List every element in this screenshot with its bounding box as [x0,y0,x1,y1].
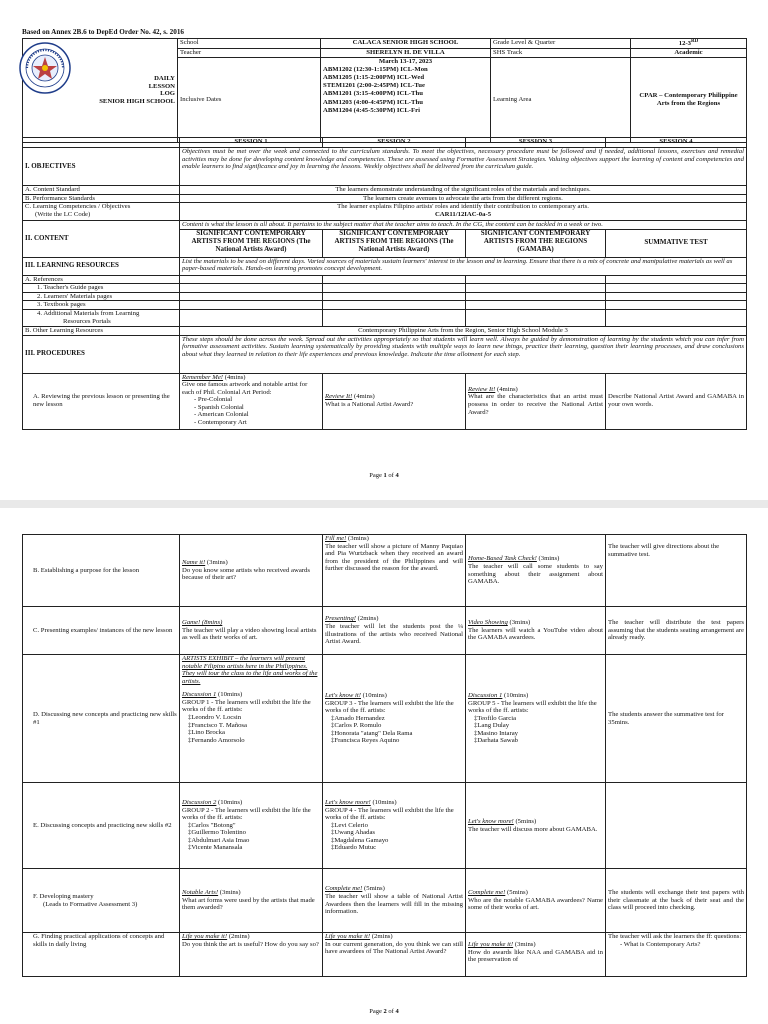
content-standard-value: The learners demonstrate understanding of the significant roles of the materials and techniques. [180,186,747,195]
grade-value: 12-3RD [631,39,747,49]
track-value: Academic [631,48,747,57]
deped-seal-icon [19,42,71,94]
row-b-session-1: Name it! (3mins) Do you know some artists who received awards because of their art? [180,535,323,607]
row-d1-session-3: Discussion 1 (10mins) GROUP 5 - The learners will exhibit the life the works of the ff. artists: ‡ Teofilo Garcia ‡ Lang Dulay ‡ Masino Intaray ‡ Darhata Sawab [466,655,606,783]
performance-standard-label: B. Performance Standards [23,194,180,203]
row-f-session-4: The students will exchange their test papers with their classmate at the back of their seat and the class will proceed into checking. [606,869,747,933]
content-label: II. CONTENT [23,221,180,258]
learners-materials-label: 2. Learners' Materials pages [23,292,180,301]
page-number-1: Page 1 of 4 [369,472,399,479]
row-e-label: E. Discussing concepts and practicing new skills #2 [23,783,180,869]
teachers-guide-label: 1. Teacher's Guide pages [23,284,180,293]
log-title-shs: SENIOR HIGH SCHOOL [99,97,175,105]
row-f-label: F. Developing mastery (Leads to Formative Assessment 3) [23,869,180,933]
other-resources-value: Contemporary Philippine Arts from the Region, Senior High School Module 3 [180,326,747,335]
objectives-note: Objectives must be met over the week and connected to the curriculum standards. To meet the objectives, necessary procedure must be followed and if needed, additional lessons, exercises and remedial activities may be done for developing content knowledge and competencies. These are assessed using Formative Assessment Strategies. Valuing objectives support the learning of content and competencies and enable learners to find significance and joy in learning the lessons. Weekly objectives shall be delivered from the curriculum guide. [180,148,747,186]
area-label: Learning Area [491,57,631,142]
row-f-session-3: Complete me! (5mins) Who are the notable GAMABA awardees? Name some of their works of art. [466,869,606,933]
teacher-value: SHERELYN H. DE VILLA [321,48,491,57]
row-c-session-2: Presenting! (2mins) The teacher will let the students post the ¼ illustrations of the artists who received National Artist Award. [323,607,466,655]
row-b-session-3: Home-Based Task Check! (3mins) The teacher will call some students to say something about their assignment about GAMABA. [466,535,606,607]
log-title-log: LOG [160,90,175,98]
references-label: A. References [23,275,180,284]
area-value: CPAR – Contemporary Philippine Arts from the Regions [631,57,747,142]
lesson-log-page-1 [0,0,768,500]
row-f-session-2: Complete me! (5mins) The teacher will show a table of National Artist Awardees then the learners will fill in the missing information. [323,869,466,933]
objectives-label: I. OBJECTIVES [23,148,180,186]
row-a-session-2: Review It! (4mins) What is a National Artist Award? [323,373,466,429]
lesson-log-page-2 [0,508,768,1024]
textbook-label: 3. Textbook pages [23,301,180,310]
session-3-heading: SESSION 3 [466,138,606,148]
other-resources-label: B. Other Learning Resources [23,326,180,335]
row-a-session-4: Describe National Artist Award and GAMABA in your own words. [606,373,747,429]
session-2-heading: SESSION 2 [323,138,466,148]
content-note: Content is what the lesson is all about. It pertains to the subject matter that the teacher aims to teach. In the CG, the content can be tackled in a week or two. [180,221,747,230]
procedures-label: III. PROCEDURES [23,335,180,373]
row-g-session-2: Life you make it! (2mins) In our current generation, do you think we can still have awardees of The National Artist Award? [323,933,466,977]
row-g-session-3: Life you make it! (3mins) How do awards like NAA and GAMABA aid in the preservation of [466,933,606,977]
school-label: School [178,39,321,49]
row-d1-label: D. Discussing new concepts and practicing new skills #1 [23,655,180,783]
additional-materials-label: 4. Additional Materials from Learning Resources Portals [23,309,180,326]
header-table [22,38,747,143]
grade-label: Grade Level & Quarter [491,39,631,49]
row-d1-session-1: ARTISTS EXHIBIT – the learners will present notable Filipino artists here in the Philippines. They will tour the class to the life and works of the artists. Discussion 1 (10mins) GROUP 1 - The learners will exhibit the life the works of the ff. artists: ‡ Leondro V. Locsin ‡ Francisco T. Mañosa ‡ Lino Brocka ‡ Fernando Amorsolo [180,655,323,783]
row-b-label: B. Establishing a purpose for the lesson [23,535,180,607]
content-session-1: SIGNIFICANT CONTEMPORARY ARTISTS FROM THE REGIONS (The National Artists Award) [180,229,323,257]
competencies-label: C. Learning Competencies / Objectives (Write the LC Code) [23,203,180,221]
competencies-value: The learner explains Filipino artists' roles and identify their contribution to contemporary arts. CAR11/12IAC-0a-5 [180,203,747,221]
procedures-note: These steps should be done across the week. Spread out the activities appropriately so that students will learn well. Always be guided by demonstration of learning by the students which you can infer from formative assessment activities. Sustain learning systematically by providing students with multiple ways to learn new things, practice their learning, question their learning processes, and draw conclusions about what they learned in relation to their life experiences and previous knowledge. Indicate the time allotment for each step. [180,335,747,373]
row-d1-session-2: Let's know it! (10mins) GROUP 3 - The learners will exhibit the life the works of the ff. artists: ‡ Amado Hernandez ‡ Carlos P. Romulo ‡ Honorata "atang" Dela Rama ‡ Francisca Reyes Aquino [323,655,466,783]
session-1-heading: SESSION 1 [180,138,323,148]
content-session-3: SIGNIFICANT CONTEMPORARY ARTISTS FROM THE REGIONS (GAMABA) [466,229,606,257]
row-a-session-1: Remember Me! (4mins) Give one famous artwork and notable artist for each of Phil. Colonial Art Period: - Pre-Colonial - Spanish Colonial - American Colonial - Contemporary Art [180,373,323,429]
row-c-session-4: The teacher will distribute the test papers assuming that the students seating arrangement are already ready. [606,607,747,655]
row-g-label: G. Finding practical applications of concepts and skills in daily living [23,933,180,977]
row-e-session-4 [606,783,747,869]
content-session-4: SUMMATIVE TEST [606,229,747,257]
row-f-session-1: Notable Arts! (3mins) What art forms were used by the artists that made them awarded? [180,869,323,933]
row-g-session-4: The teacher will ask the learners the ff: questions: - What is Contemporary Arts? [606,933,747,977]
row-a-session-3: Review It! (4mins) What are the characteristics that an artist must possess in order to receive the National Artist Award? [466,373,606,429]
dates-value: March 13-17, 2023 ABM1202 (12:30-1:15PM) ICL-Mon ABM1205 (1:15-2:00PM) ICL-Wed STEM1201 (2:00-2:45PM) ICL-Tue ABM1201 (3:15-4:00PM) ICL-Thu ABM1203 (4:00-4:45PM) ICL-Thu ABM1204 (4:45-5:30PM) ICL-Fri [321,57,491,142]
row-e-session-1: Discussion 2 (10mins) GROUP 2 - The learners will exhibit the life the works of the ff. artists: ‡ Carlos "Botong" ‡ Guillermo Tolentino ‡ Abdulmari Asia Imao ‡ Vicente Manansala [180,783,323,869]
lesson-log-table-2 [22,534,747,977]
resources-label: III. LEARNING RESOURCES [23,257,180,275]
annex-reference: Based on Annex 2B.6 to DepEd Order No. 42, s. 2016 [22,28,185,36]
lc-code: CAR11/12IAC-0a-5 [434,210,492,218]
resources-note: List the materials to be used on different days. Varied sources of materials sustain learners' interest in the lesson and in learning. Ensure that there is a mix of concrete and manipulative materials as well as paper-based materials. Hands-on learning promotes concept development. [180,257,747,275]
log-title-lesson: LESSON [148,82,175,90]
content-standard-label: A. Content Standard [23,186,180,195]
lesson-log-table-1 [22,137,747,430]
school-value: CALACA SENIOR HIGH SCHOOL [321,39,491,49]
log-title-daily: DAILY [154,75,175,83]
row-e-session-2: Let's know more! (10mins) GROUP 4 - The learners will exhibit the life the works of the ff. artists: ‡ Levi Celerio ‡ Uwang Ahadas ‡ Magdalena Gamayo ‡ Eduardo Mutuc [323,783,466,869]
session-4-heading: SESSION 4 [606,138,747,148]
performance-standard-value: The learners create avenues to advocate the arts from the different regions. [180,194,747,203]
track-label: SHS Track [491,48,631,57]
row-d1-session-4: The students answer the summative test for 35mins. [606,655,747,783]
row-a-label: A. Reviewing the previous lesson or presenting the new lesson [23,373,180,429]
dates-label: Inclusive Dates [178,57,321,142]
row-e-session-3: Let's know more! (5mins) The teacher will discuss more about GAMABA. [466,783,606,869]
teacher-label: Teacher [178,48,321,57]
content-session-2: SIGNIFICANT CONTEMPORARY ARTISTS FROM THE REGIONS (The National Artists Award) [323,229,466,257]
row-b-session-2: Fill me! (3mins) The teacher will show a picture of Manny Paquiao and Pia Wurtzback when they received an award from the president of the Philippines and will further discussed the reason for the award. [323,535,466,607]
row-c-session-1: Game! (8mins) The teacher will play a video showing local artists as well as their works of art. [180,607,323,655]
row-g-session-1: Life you make it! (2mins) Do you think the art is useful? How do you say so? [180,933,323,977]
row-b-session-4: The teacher will give directions about the summative test. [606,535,747,607]
page-number-2: Page 2 of 4 [369,1008,399,1015]
row-c-label: C. Presenting examples/ instances of the new lesson [23,607,180,655]
row-c-session-3: Video Showing (3mins) The learners will watch a YouTube video about the GAMABA awardees. [466,607,606,655]
artists-exhibit-note: ARTISTS EXHIBIT – the learners will present notable Filipino artists here in the Philippines. They will tour the class to the life and works of the artists. [182,655,318,685]
